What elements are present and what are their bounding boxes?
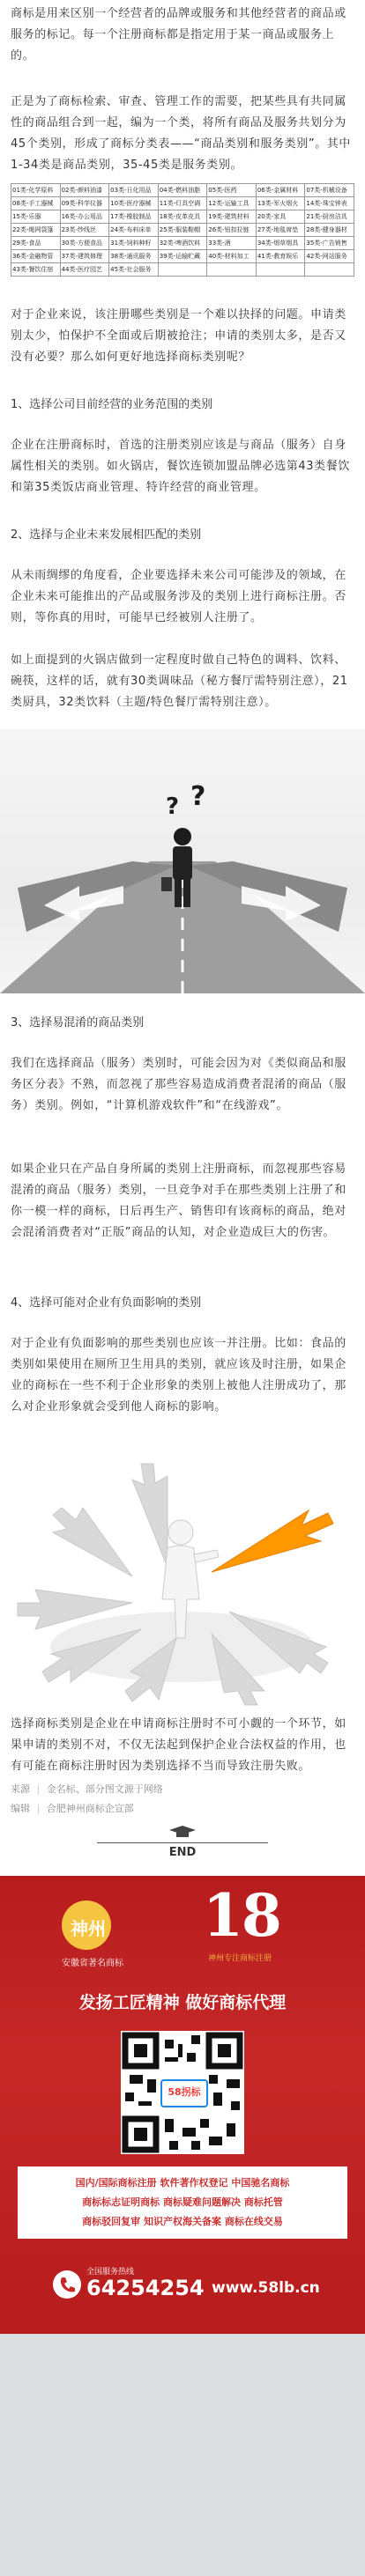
class-table-cell: 14类-珠宝钟表 [305, 197, 354, 210]
brand-sub: 安徽省著名商标 [62, 1959, 123, 1968]
class-table-cell: 36类-金融物管 [11, 250, 61, 263]
class-table-cell: 03类-日化用品 [109, 184, 159, 197]
editor-label: 编辑 [11, 1803, 30, 1814]
website-link[interactable]: www.58lb.cn [212, 2279, 320, 2297]
class-table-cell: 29类-食品 [11, 237, 61, 250]
class-table-cell: 12类-运输工具 [207, 197, 257, 210]
class-table-cell [305, 263, 354, 277]
graduation-cap-icon [169, 1825, 196, 1837]
class-table-cell: 08类-手工器械 [11, 197, 61, 210]
class-table-cell: 39类-运输贮藏 [158, 250, 207, 263]
source-line [11, 1781, 163, 1798]
section3-heading: 3、选择易混淆的商品类别 [11, 1016, 145, 1030]
source-label: 来源 [11, 1783, 30, 1795]
class-table-cell: 17类-橡胶制品 [109, 210, 159, 224]
services-panel [18, 2166, 347, 2239]
class-table-cell [207, 263, 257, 277]
section2-heading: 2、选择与企业未来发展相匹配的类别 [11, 528, 202, 542]
anniversary-text: 神州专注商标注册 [208, 1954, 272, 1963]
crossroad-svg [0, 729, 365, 993]
conclusion-paragraph: 选择商标类别是企业在申请商标注册时不可小觑的一个环节，如果申请的类别不对，不仅无法起到保护企业合法权益的作用，也有可能在商标注册时因为类别选择不当而导致注册失败。 [11, 1717, 346, 1773]
section1-heading: 1、选择公司目前经营的业务范围的类别 [11, 398, 213, 411]
class-table-cell: 27类-地毯席垫 [256, 224, 305, 237]
hotline-number[interactable]: 64254254 [86, 2276, 205, 2300]
orange-arrow-icon [212, 1510, 333, 1572]
intro-paragraph: 商标是用来区别一个经营者的品牌或服务和其他经营者的商品或服务的标记。每一个注册商标都是指定用于某一商品或服务上的。 [11, 7, 346, 63]
class-table-cell: 16类-办公用品 [60, 210, 109, 224]
class-table-row [11, 197, 354, 210]
directions-svg [0, 1427, 365, 1709]
class-table-cell: 34类-烟草烟具 [256, 237, 305, 250]
section1-paragraph: 企业在注册商标时，首选的注册类别应该是与商品（服务）自身属性相关的类别。如火锅店，餐饮连锁加盟品牌必选第43类餐饮和第35类饭店商业管理、特许经营的商业管理。 [11, 439, 350, 494]
directions-illustration [0, 1427, 365, 1709]
class-table-cell: 26类-钮扣拉链 [207, 224, 257, 237]
section2-paragraph-1: 从未雨绸缪的角度看，企业要选择未来公司可能涉及的领域，在企业未来可能推出的产品或服务涉及的类别上进行商标注册。否则，等你真的用时，可能早已经被别人注册了。 [11, 569, 346, 624]
classification-paragraph: 正是为了商标检索、审查、管理工作的需要，把某些具有共同属性的商品组合到一起，编为一个类，将所有商品及服务共划分为45个类别，形成了商标分类表——“商品类别和服务类别”。其中1-34类是商品类别，35-45类是服务类别。 [11, 95, 352, 172]
section2-paragraph-2: 如上面提到的火锅店做到一定程度时做自己特色的调料、饮料、碗筷，这样的话，就有30类调味品（秘方餐厅需特别注意），21类厨具，32类饮料（主题/特色餐厅需特别注意）。 [11, 653, 348, 709]
end-rule [97, 1842, 268, 1843]
class-table-cell [158, 263, 207, 277]
class-table-cell: 40类-材料加工 [207, 250, 257, 263]
class-table-cell: 38类-通讯服务 [109, 250, 159, 263]
separator: | [36, 1803, 41, 1814]
brand-name: 神州 [71, 1918, 106, 1939]
class-table-cell: 41类-教育娱乐 [256, 250, 305, 263]
class-table-cell: 10类-医疗器械 [109, 197, 159, 210]
class-table-cell: 45类-社会服务 [109, 263, 159, 277]
class-table-row [11, 224, 354, 237]
class-table-cell: 15类-乐器 [11, 210, 61, 224]
class-table-cell: 09类-科学仪器 [60, 197, 109, 210]
question-mark-icon: ? [166, 793, 180, 820]
services-line-3: 商标驳回复审 知识产权海关备案 商标在线交易 [82, 2216, 283, 2227]
section3-paragraph-1: 我们在选择商品（服务）类别时，可能会因为对《类似商品和服务区分表》不熟，而忽视了那些容易造成消费者混淆的商品（服务）类别。例如，“计算机游戏软件”和“在线游戏”。 [11, 1057, 346, 1112]
section3-paragraph-2: 如果企业只在产品自身所属的类别上注册商标，而忽视那些容易混淆的商品（服务）类别，一旦竞争对手在那些类别上注册了和你一模一样的商标，日后再生产、销售印有该商标的商品，绝对会混淆消费者对“正版”商品的认知，对企业造成巨大的伤害。 [11, 1163, 346, 1239]
class-table-row [11, 263, 354, 277]
class-table-cell: 31类-饲料种籽 [109, 237, 159, 250]
class-table-cell: 05类-医药 [207, 184, 257, 197]
class-table-cell: 25类-服装鞋帽 [158, 224, 207, 237]
class-table-cell: 20类-家具 [256, 210, 305, 224]
class-table-cell: 32类-啤酒饮料 [158, 237, 207, 250]
services-line-2: 商标标志证明商标 商标疑难问题解决 商标托管 [82, 2196, 283, 2208]
class-table-cell: 35类-广告销售 [305, 237, 354, 250]
class-table-cell: 21类-厨房洁具 [305, 210, 354, 224]
class-table-cell [256, 263, 305, 277]
section4-paragraph: 对于企业有负面影响的那些类别也应该一并注册。比如：食品的类别如果使用在厕所卫生用具的类别，就应该及时注册，如果企业的商标在一些不利于企业形象的类别上被他人注册成功了，那么对企业形象就会受到他人商标的影响。 [11, 1337, 346, 1413]
qr-logo: 58拐标 [160, 2079, 208, 2107]
class-table-cell: 04类-燃料油脂 [158, 184, 207, 197]
class-table-cell: 42类-网站服务 [305, 250, 354, 263]
class-table-cell: 28类-健身器材 [305, 224, 354, 237]
editor-line [11, 1800, 134, 1818]
class-table-row [11, 237, 354, 250]
banner-slogan: 发扬工匠精神 做好商标代理 [78, 1993, 287, 2012]
question-mark-icon: ? [190, 781, 206, 812]
class-table-cell: 13类-军火烟火 [256, 197, 305, 210]
class-table-cell: 30类-方便食品 [60, 237, 109, 250]
class-table-cell: 44类-医疗园艺 [60, 263, 109, 277]
class-table-row [11, 210, 354, 224]
class-table-cell: 02类-颜料油漆 [60, 184, 109, 197]
promo-banner [0, 1876, 365, 2576]
class-table-cell: 43类-餐饮住宿 [11, 263, 61, 277]
class-table [11, 183, 354, 277]
class-table-cell: 11类-灯具空调 [158, 197, 207, 210]
editor-value: 合肥神州商标企宣部 [46, 1803, 134, 1814]
class-table-cell: 06类-金属材料 [256, 184, 305, 197]
choose-paragraph: 对于企业来说，该注册哪些类别是一个难以抉择的问题。申请类别太少，怕保护不全面或后期被抢注；申请的类别太多，是否又没有必要？那么如何更好地选择商标类别呢？ [11, 308, 346, 364]
contact-bar [0, 2255, 365, 2307]
qr-code-icon [121, 2031, 244, 2154]
services-line-1: 国内/国际商标注册 软件著作权登记 中国驰名商标 [75, 2177, 290, 2188]
end-label: END [168, 1846, 197, 1859]
end-divider [0, 1825, 365, 1869]
crossroad-illustration [0, 729, 365, 993]
class-table-row [11, 184, 354, 197]
phone-icon [53, 2270, 81, 2299]
anniversary-number: 18 [203, 1881, 280, 1950]
brand-logo [62, 1895, 185, 1969]
separator: | [36, 1783, 41, 1795]
class-table-cell: 37类-建筑修理 [60, 250, 109, 263]
source-value: 金名标、部分图文源于网络 [46, 1783, 163, 1795]
class-table-cell: 24类-布料床单 [109, 224, 159, 237]
class-table-cell: 23类-纱线丝 [60, 224, 109, 237]
class-table-row [11, 250, 354, 263]
section4-heading: 4、选择可能对企业有负面影响的类别 [11, 1296, 202, 1310]
class-table-cell: 33类-酒 [207, 237, 257, 250]
class-table-cell: 18类-皮革皮具 [158, 210, 207, 224]
class-table-cell: 07类-机械设备 [305, 184, 354, 197]
class-table-cell: 19类-建筑材料 [207, 210, 257, 224]
class-table-cell: 22类-绳网袋篷 [11, 224, 61, 237]
hotline-label: 全国服务热线 [86, 2268, 135, 2277]
class-table-cell: 01类-化学原料 [11, 184, 61, 197]
